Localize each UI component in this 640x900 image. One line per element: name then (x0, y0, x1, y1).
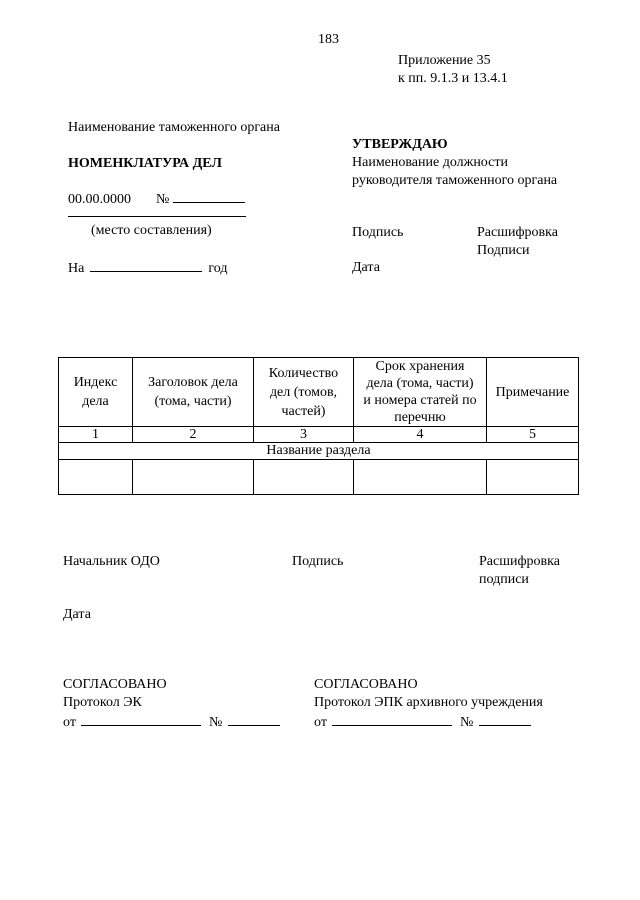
agreement-2-title: СОГЛАСОВАНО (314, 677, 418, 692)
footer-decoding-1: Расшифровка (479, 554, 560, 569)
date-number-line (68, 189, 245, 209)
appendix-line-2: к пп. 9.1.3 и 13.4.1 (398, 71, 508, 86)
approval-decoding-2: Подписи (477, 243, 530, 258)
approval-date: Дата (352, 260, 380, 275)
header-retention: Срок хранения дела (тома, части) и номера статей по перечню (354, 358, 487, 427)
header-note: Примечание (487, 358, 579, 427)
org-name: Наименование таможенного органа (68, 120, 280, 135)
column-number: 5 (487, 427, 579, 443)
table-cell (59, 460, 133, 495)
table-cell (487, 460, 579, 495)
header-title: Заголовок дела (тома, части) (133, 358, 254, 427)
approval-signature: Подпись (352, 225, 404, 240)
header-index: Индекс дела (59, 358, 133, 427)
from-blank (332, 712, 452, 726)
number-sign: № (459, 715, 474, 730)
number-sign: № (208, 715, 223, 730)
table-row (59, 460, 579, 495)
section-title: Название раздела (59, 443, 579, 460)
header-count: Количество дел (томов, частей) (254, 358, 354, 427)
page-number: 183 (318, 32, 339, 47)
table-number-row (59, 427, 579, 443)
approval-position-1: Наименование должности (352, 155, 508, 170)
approval-position-2: руководителя таможенного органа (352, 173, 558, 188)
agreement-2-from-line (314, 712, 531, 732)
column-number: 3 (254, 427, 354, 443)
agreement-1-title: СОГЛАСОВАНО (63, 677, 167, 692)
nomenclature-table (58, 357, 579, 495)
number-blank (173, 189, 245, 203)
appendix-line-1: Приложение 35 (398, 53, 491, 68)
document-title: НОМЕНКЛАТУРА ДЕЛ (68, 156, 222, 171)
approval-decoding-1: Расшифровка (477, 225, 558, 240)
table-section-row (59, 443, 579, 460)
column-number: 1 (59, 427, 133, 443)
number-sign: № (156, 192, 170, 207)
year-line (68, 258, 227, 278)
from-label: от (314, 715, 327, 730)
table-cell (133, 460, 254, 495)
approval-title: УТВЕРЖДАЮ (352, 137, 448, 152)
agreement-1-from-line (63, 712, 280, 732)
from-label: от (63, 715, 76, 730)
agreement-1-protocol: Протокол ЭК (63, 695, 142, 710)
number-blank (228, 712, 280, 726)
from-blank (81, 712, 201, 726)
footer-decoding-2: подписи (479, 572, 529, 587)
on-label: На (68, 261, 85, 276)
footer-signature: Подпись (292, 554, 344, 569)
table-cell (254, 460, 354, 495)
column-number: 2 (133, 427, 254, 443)
year-label: год (208, 261, 228, 276)
column-number: 4 (354, 427, 487, 443)
date-code: 00.00.0000 (68, 192, 131, 207)
table-header-row (59, 358, 579, 427)
table-cell (354, 460, 487, 495)
number-blank (479, 712, 531, 726)
place-caption: (место составления) (91, 223, 212, 238)
place-blank-line (68, 216, 246, 217)
year-blank (90, 258, 202, 272)
head-title: Начальник ОДО (63, 554, 160, 569)
agreement-2-protocol: Протокол ЭПК архивного учреждения (314, 695, 543, 710)
footer-date: Дата (63, 607, 91, 622)
